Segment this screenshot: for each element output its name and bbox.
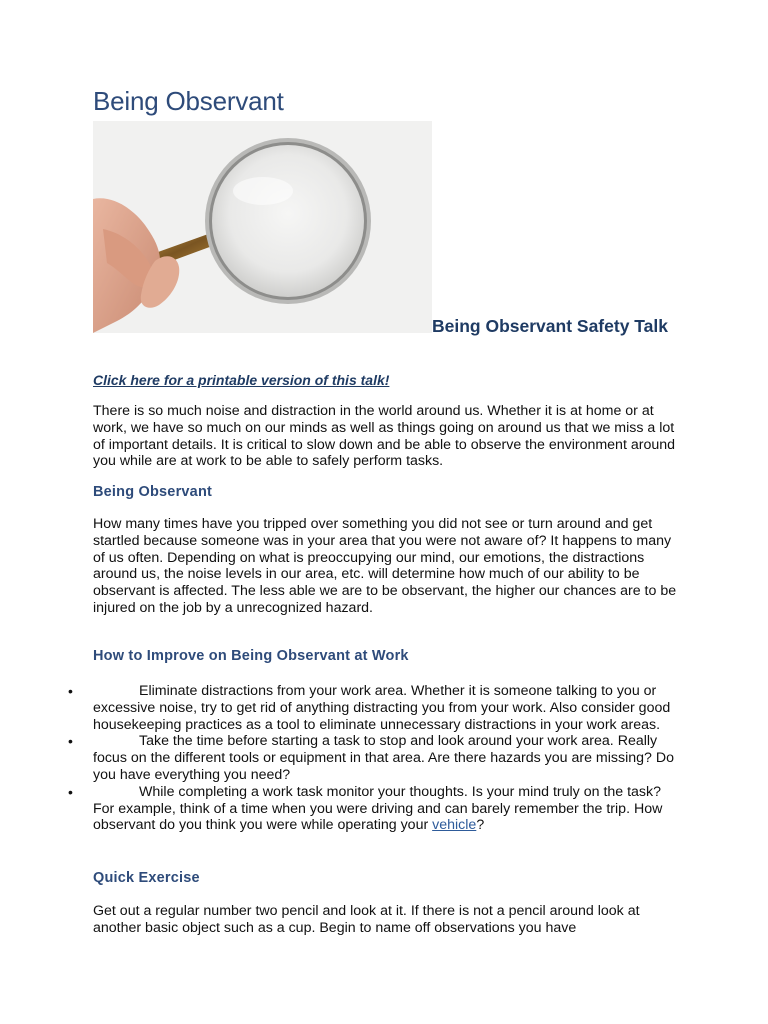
section-heading-quick-exercise: Quick Exercise (93, 870, 200, 886)
bullet-marker: • (68, 733, 73, 750)
list-item-end: ? (476, 817, 485, 834)
bullet-marker: • (68, 683, 73, 699)
being-observant-paragraph: How many times have you tripped over something you did not see or turn around and get startled because someone was in your area that you were not aware of? It happens to many of us often. Depending on what is preoccupying our mind, our emotions, the distractions around us, the noise levels in our area, etc. will determine how much of our ability to be observant is affected. The less able we are to be observant, the higher our chances are to be injured on the job by a unrecognized hazard. (93, 516, 677, 616)
improvement-tips-list (68, 683, 678, 834)
magnifying-glass-illustration (93, 121, 432, 333)
list-item-text: While completing a work task monitor your thoughts. Is your mind truly on the task? For example, think of a time when you were driving and can barely remember the trip. How observant do you think you were while operating your (93, 783, 663, 834)
section-heading-how-to-improve: How to Improve on Being Observant at Work (93, 648, 409, 664)
intro-paragraph: There is so much noise and distraction in the world around us. Whether it is at home or at work, we have so much on our minds as well as things going on around us that we miss a lot of important details. It is critical to slow down and be able to observe the environment around you while are at work to be able to safely perform tasks. (93, 403, 676, 470)
printable-version-link[interactable]: Click here for a printable version of this talk! (93, 372, 390, 388)
section-heading-being-observant: Being Observant (93, 484, 213, 500)
list-item (68, 733, 678, 783)
list-item (68, 683, 678, 733)
article-subtitle: Being Observant Safety Talk (432, 316, 669, 336)
vehicle-link[interactable]: vehicle (432, 817, 477, 834)
bullet-marker: • (68, 783, 73, 800)
list-item (68, 783, 678, 834)
list-item-text: Eliminate distractions from your work area. Whether it is someone talking to you or excessive noise, try to get rid of anything distracting you from your work. Also consider good housekeeping practices as a tool to eliminate unnecessary distractions in your work areas. (93, 683, 671, 733)
list-item-text: Take the time before starting a task to stop and look around your work area. Really focus on the different tools or equipment in that area. Are there hazards you are missing? Do you have everything you need? (93, 733, 674, 783)
quick-exercise-paragraph: Get out a regular number two pencil and look at it. If there is not a pencil around look at another basic object such as a cup. Begin to name off observations you have (93, 903, 640, 936)
document-title: Being Observant (93, 86, 284, 116)
magnifying-glass-image (93, 121, 432, 333)
